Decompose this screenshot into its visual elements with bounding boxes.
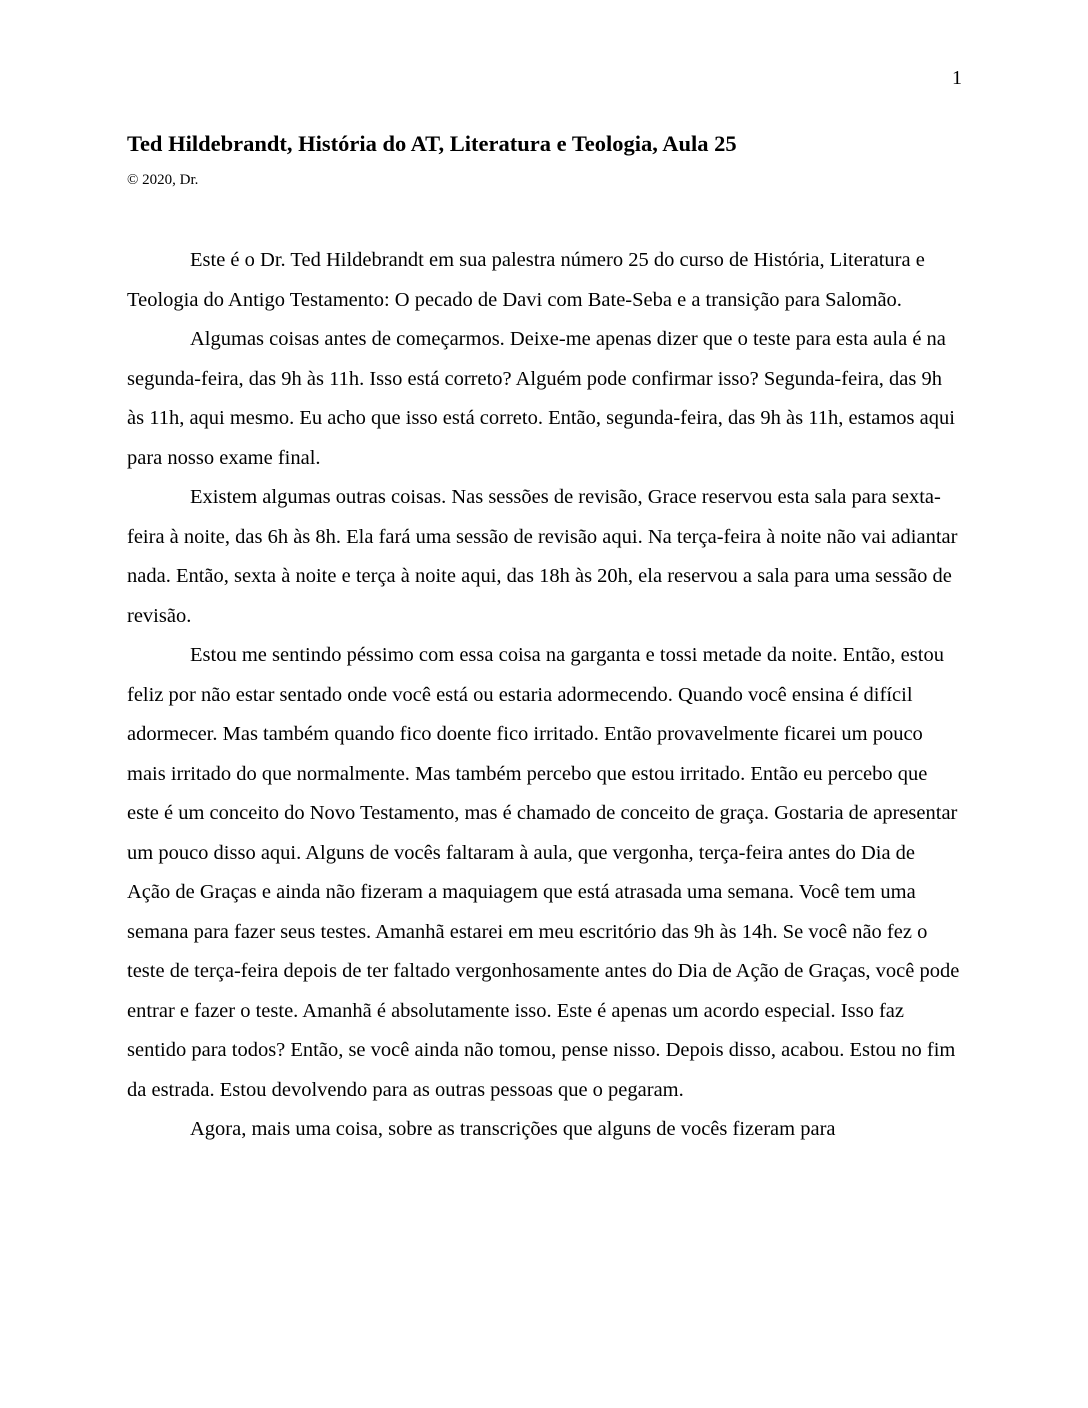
transcript-body (127, 241, 961, 1150)
paragraph-transcriptions: Agora, mais uma coisa, sobre as transcrições que alguns de vocês fizeram para (190, 1118, 836, 1140)
paragraph-exam-schedule: Algumas coisas antes de começarmos. Deixe-me apenas dizer que o teste para esta aula é na segunda-feira, das 9h às 11h. Isso está correto? Alguém pode confirmar isso? Segunda-feira, das 9h às 11h, aqui mesmo. Eu acho que isso está correto. Então, segunda-feira, das 9h às 11h, estamos aqui para nosso exame final. (127, 328, 955, 469)
page-number: 1 (952, 67, 962, 89)
document-title: Ted Hildebrandt, História do AT, Literatura e Teologia, Aula 25 (127, 131, 737, 156)
paragraph-grace-concept: Estou me sentindo péssimo com essa coisa na garganta e tossi metade da noite. Então, estou feliz por não estar sentado onde você está ou estaria adormecendo. Quando você ensina é difícil adormecer. Mas também quando fico doente fico irritado. Então provavelmente ficarei um pouco mais irritado do que normalmente. Mas também percebo que estou irritado. Então eu percebo que este é um conceito do Novo Testamento, mas é chamado de conceito de graça. Gostaria de apresentar um pouco disso aqui. Alguns de vocês faltaram à aula, que vergonha, terça-feira antes do Dia de Ação de Graças e ainda não fizeram a maquiagem que está atrasada uma semana. Você tem uma semana para fazer seus testes. Amanhã estarei em meu escritório das 9h às 14h. Se você não fez o teste de terça-feira depois de ter faltado vergonhosamente antes do Dia de Ação de Graças, você pode entrar e fazer o teste. Amanhã é absolutamente isso. Este é apenas um acordo especial. Isso faz sentido para todos? Então, se você ainda não tomou, pense nisso. Depois disso, acabou. Estou no fim da estrada. Estou devolvendo para as outras pessoas que o pegaram. (127, 644, 960, 1101)
paragraph-review-sessions: Existem algumas outras coisas. Nas sessões de revisão, Grace reservou esta sala para sexta-feira à noite, das 6h às 8h. Ela fará uma sessão de revisão aqui. Na terça-feira à noite não vai adiantar nada. Então, sexta à noite e terça à noite aqui, das 18h às 20h, ela reservou a sala para uma sessão de revisão. (127, 486, 958, 627)
paragraph-intro: Este é o Dr. Ted Hildebrandt em sua palestra número 25 do curso de História, Literatura e Teologia do Antigo Testamento: O pecado de Davi com Bate-Seba e a transição para Salomão. (127, 249, 925, 311)
copyright-notice: © 2020, Dr. (127, 172, 199, 188)
